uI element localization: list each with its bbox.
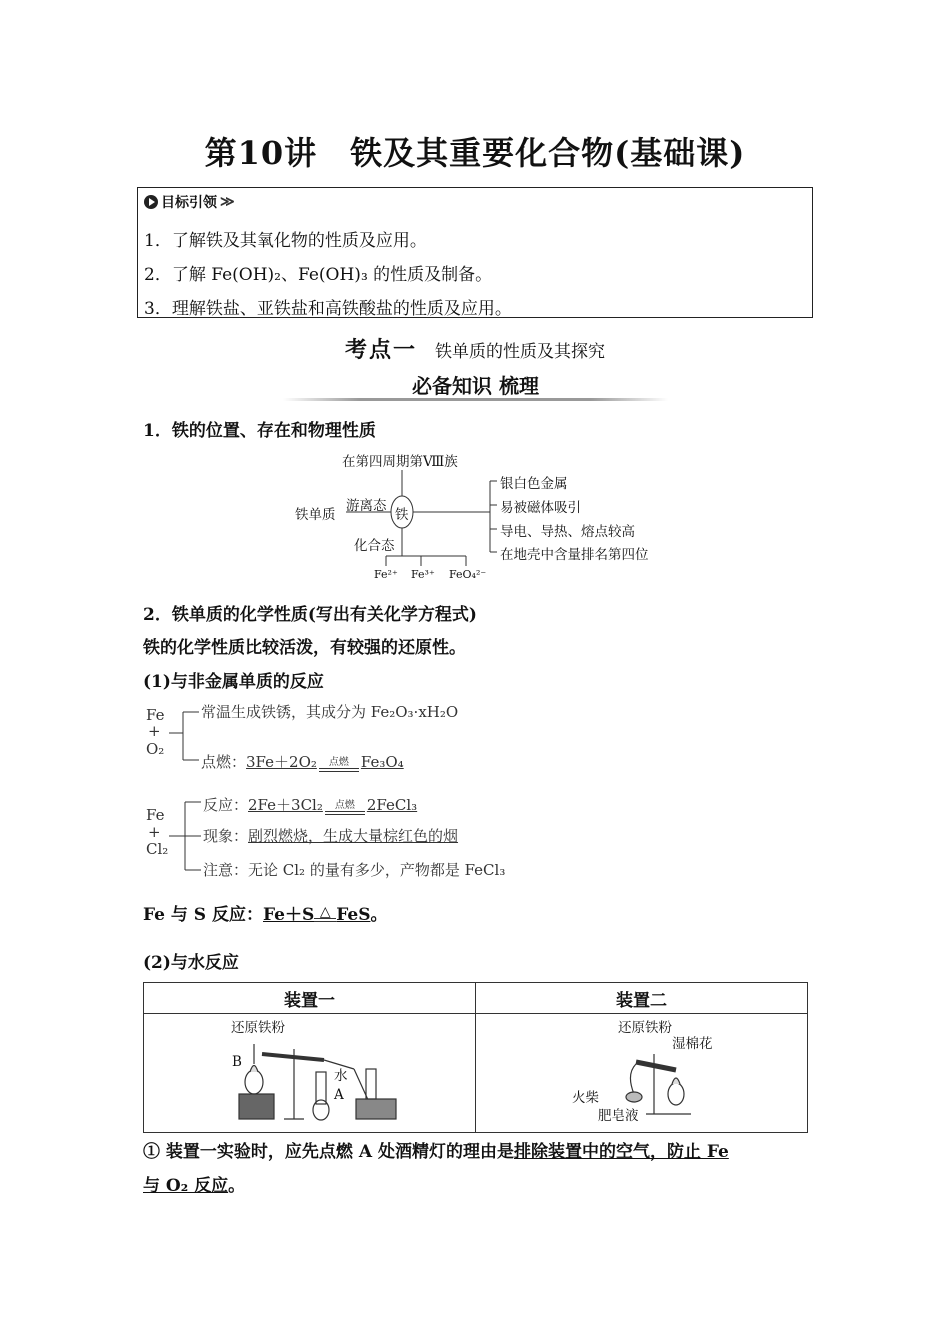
table-header: 装置二 — [476, 983, 808, 1014]
label-wet-cotton: 湿棉花 — [672, 1036, 713, 1052]
diagram-position-text: 在第四周期第Ⅷ族 — [342, 454, 458, 470]
play-icon — [144, 195, 158, 209]
double-chevron-icon: ≫ — [220, 194, 235, 210]
diagram-free-state: 游离态 — [346, 498, 387, 514]
table-header: 装置一 — [144, 983, 476, 1014]
plus-sign: + — [148, 823, 161, 841]
apparatus-table — [143, 982, 808, 1133]
cl2-note: 注意：无论 Cl₂ 的量有多少，产物都是 FeCl₃ — [203, 861, 506, 879]
kaodian-heading: 考点一 铁单质的性质及其探究 — [344, 338, 605, 363]
diagram-property: 易被磁体吸引 — [500, 500, 581, 516]
iron-properties-diagram — [290, 448, 670, 588]
page-title: 第10讲 铁及其重要化合物(基础课) — [204, 134, 746, 172]
section-2-intro: 铁的化学性质比较活泼，有较强的还原性。 — [143, 638, 466, 658]
diagram-ion: FeO₄²⁻ — [449, 568, 487, 581]
diagram-ion: Fe³⁺ — [411, 568, 435, 581]
subsection-1-heading: (1)与非金属单质的反应 — [143, 672, 324, 692]
section-band: 必备知识 梳理 — [283, 368, 668, 404]
diagram-combined-state: 化合态 — [354, 538, 395, 554]
apparatus-1-drawing — [144, 1014, 475, 1132]
plus-sign: + — [148, 722, 161, 740]
cl2-equation: 反应：2Fe＋3Cl₂ 点燃 2FeCl₃ — [203, 796, 418, 814]
objectives-box — [137, 187, 813, 318]
label-a: A — [334, 1087, 344, 1103]
fe-s-reaction: Fe 与 S 反应：Fe＋S △ FeS。 — [143, 904, 388, 925]
fe-cl2-reaction — [143, 790, 563, 885]
diagram-ion: Fe²⁺ — [374, 568, 398, 581]
objectives-tag: 目标引领 ≫ — [144, 192, 235, 212]
label-iron-powder: 还原铁粉 — [231, 1020, 285, 1036]
diagram-property: 在地壳中含量排名第四位 — [500, 547, 649, 563]
label-soap-solution: 肥皂液 — [598, 1108, 639, 1124]
reactant-fe: Fe — [146, 706, 165, 724]
equals-arrow — [325, 811, 365, 815]
objective-item: 1．了解铁及其氧化物的性质及应用。 — [144, 231, 427, 251]
reactant-cl2: Cl₂ — [146, 840, 169, 858]
heat-triangle-icon: △ — [319, 904, 331, 920]
objective-item: 3．理解铁盐、亚铁盐和高铁酸盐的性质及应用。 — [144, 299, 512, 319]
label-water: 水 — [334, 1068, 348, 1084]
reactant-o2: O₂ — [146, 740, 165, 758]
section-1-heading: 1．铁的位置、存在和物理性质 — [143, 421, 376, 441]
subsection-2-heading: (2)与水反应 — [143, 953, 239, 973]
equals-arrow — [319, 768, 359, 772]
diagram-center-iron: 铁 — [395, 507, 409, 523]
diagram-left-label: 铁单质 — [295, 507, 336, 523]
label-iron-powder: 还原铁粉 — [618, 1020, 672, 1036]
fe-o2-reaction — [143, 700, 543, 780]
diagram-property: 银白色金属 — [500, 476, 568, 492]
section-2-heading: 2．铁单质的化学性质(写出有关化学方程式) — [143, 605, 477, 625]
reactant-fe: Fe — [146, 806, 165, 824]
ignition-equation: 点燃：3Fe＋2O₂ 点燃 Fe₃O₄ — [201, 753, 404, 771]
note-paragraph: ① 装置一实验时，应先点燃 A 处酒精灯的理由是排除装置中的空气，防止 Fe 与 O₂ 反应。 — [143, 1142, 729, 1196]
apparatus-2-cell — [476, 1014, 808, 1133]
label-match: 火柴 — [572, 1090, 599, 1106]
cl2-phenomenon: 现象：剧烈燃烧，生成大量棕红色的烟 — [203, 827, 459, 845]
diagram-property: 导电、导热、熔点较高 — [500, 524, 635, 540]
apparatus-1-cell — [144, 1014, 476, 1133]
label-b: B — [232, 1054, 242, 1070]
objective-item: 2．了解 Fe(OH)₂、Fe(OH)₃ 的性质及制备。 — [144, 265, 493, 285]
rust-text: 常温生成铁锈，其成分为 Fe₂O₃·xH₂O — [201, 703, 459, 721]
